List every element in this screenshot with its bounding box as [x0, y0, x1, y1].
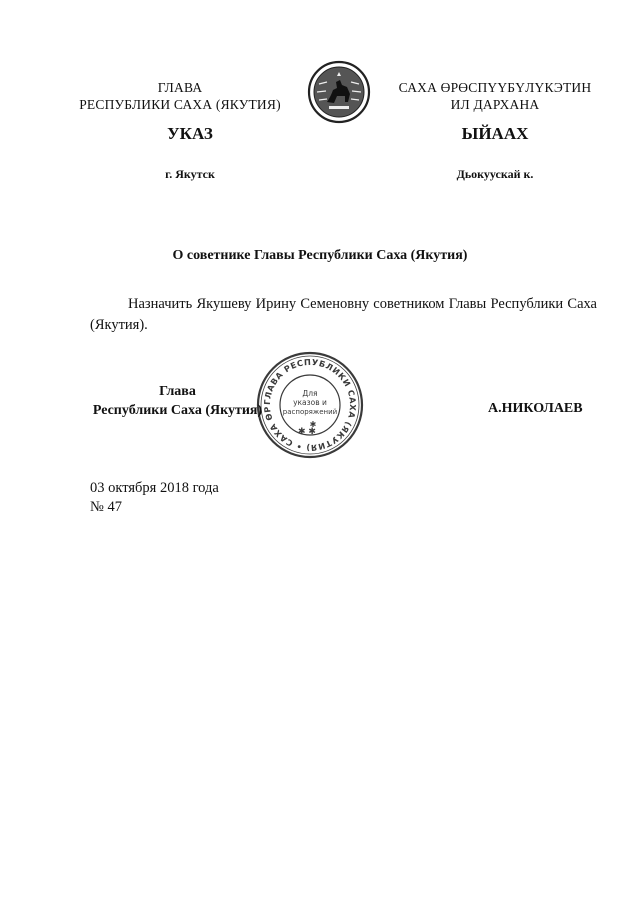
- stamp-center-line3: распоряжений: [282, 408, 338, 416]
- signature-position: [90, 382, 265, 420]
- republic-emblem-icon: [307, 60, 371, 124]
- header-right-line1: САХА ӨРӨСПҮҮБҮЛҮКЭТИН: [398, 80, 592, 95]
- document-body: Назначить Якушеву Ирину Семеновну советником Главы Республики Саха (Якутия).: [90, 296, 597, 333]
- document-number: № 47: [90, 499, 122, 515]
- header-left-line2: РЕСПУБЛИКИ САХА (ЯКУТИЯ): [79, 97, 281, 112]
- stamp-center-line1: Для: [302, 389, 318, 398]
- header-left-block: [60, 79, 300, 113]
- header-right-line2: ИЛ ДАРХАНА: [450, 97, 540, 112]
- place-yakutsk: г. Якутск: [165, 167, 215, 181]
- signature-name: А.НИКОЛАЕВ: [488, 401, 583, 416]
- svg-text:✱: ✱: [309, 420, 317, 429]
- signature-position-line2: Республики Саха (Якутия): [92, 403, 263, 418]
- signature-position-line1: Глава: [159, 384, 196, 399]
- svg-text:✱ ✱: ✱ ✱: [298, 427, 316, 437]
- place-dyokuuskai: Дьокуускай к.: [456, 167, 534, 181]
- title-ukaz: УКАЗ: [167, 124, 213, 143]
- title-yiyaakh: ЫЙААХ: [461, 124, 529, 143]
- header-left-line1: ГЛАВА: [157, 80, 203, 95]
- document-footer: [90, 479, 350, 517]
- document-subject: О советнике Главы Республики Саха (Якутия): [172, 248, 468, 263]
- stamp-ring-text: ГЛАВА РЕСПУБЛИКИ САХА (ЯКУТИЯ) • САХА ӨР: [261, 356, 359, 454]
- document-date: 03 октября 2018 года: [90, 480, 219, 496]
- official-seal-stamp-icon: [255, 350, 365, 460]
- header-right-block: [380, 79, 610, 113]
- stamp-center-line2: указов и: [293, 398, 327, 407]
